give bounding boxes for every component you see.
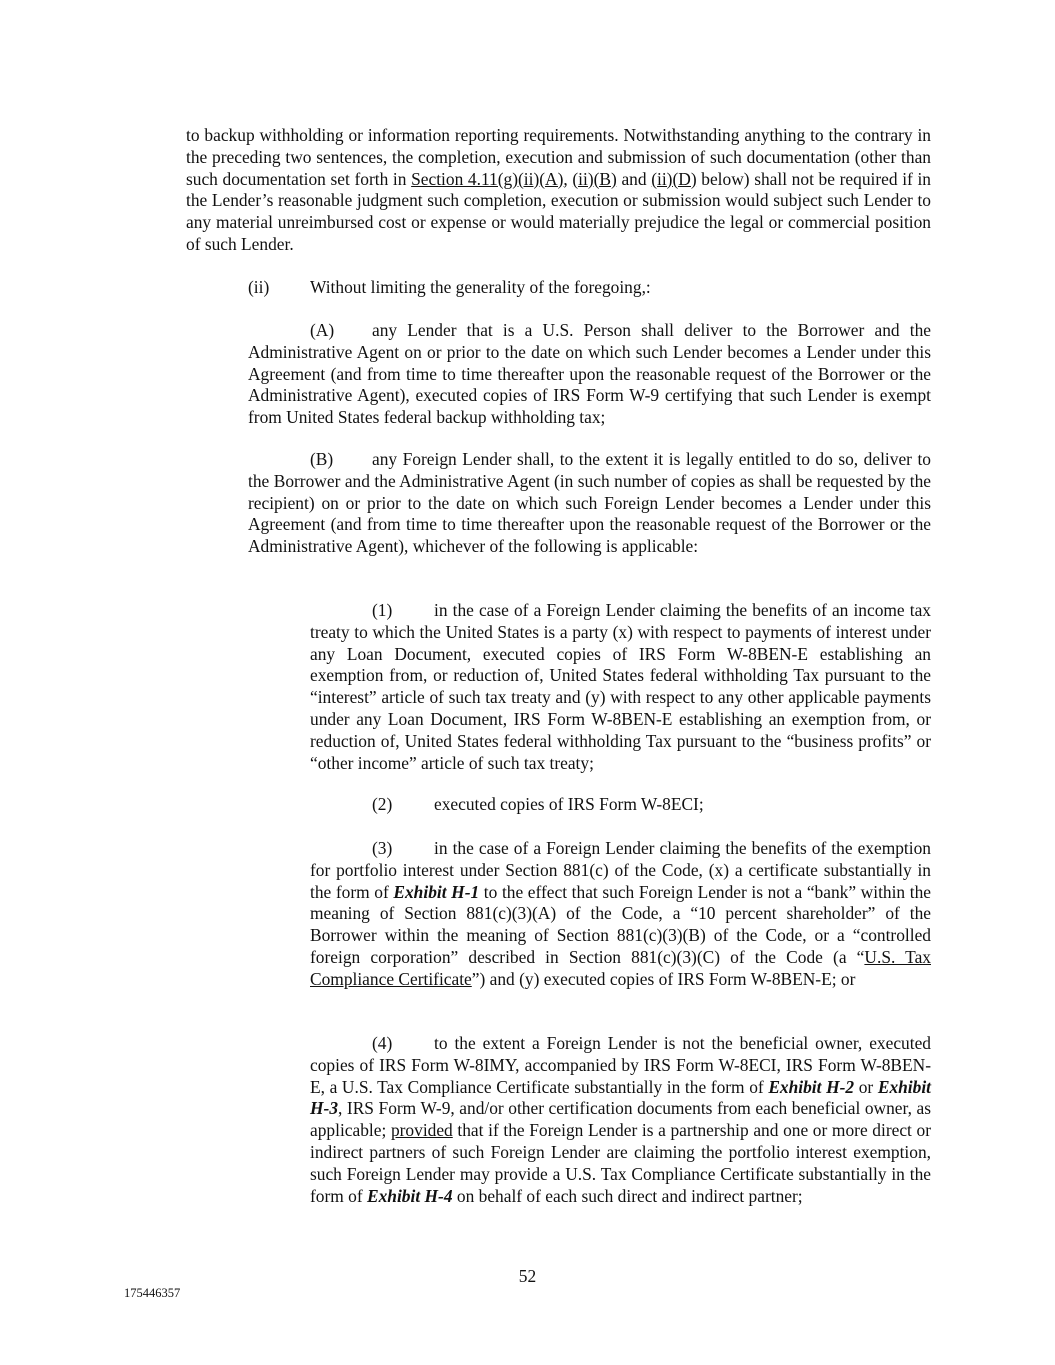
intro-text-1: to backup withholding or information reporting requirements. Notwithstanding anything to the contrary in the preceding two sentences, the completion, execution and submission of such documentation (other than such documentation set forth in	[186, 125, 931, 189]
clause-1-text: in the case of a Foreign Lender claiming the benefits of an income tax treaty to which the United States is a party (x) with respect to payments of interest under any Loan Document, executed copies of IRS Form W-8BEN-E establishing an exemption from, or reduction of, United States federal withholding Tax pursuant to the “interest” article of such tax treaty and (y) with respect to any other applicable payments under any Loan Document, IRS Form W-8BEN-E establishing an exemption from, or reduction of, United States federal withholding Tax pursuant to the “business profits” or “other income” article of such tax treaty;	[310, 600, 931, 773]
clause-ii-label: (ii)	[248, 277, 270, 297]
clause-3-text-1: in the case of a Foreign Lender claiming the benefits of the exemption for portfolio interest under Section 881(c) of the Code, (x) a certificate substantially in the form of	[310, 838, 931, 902]
clause-3	[310, 838, 931, 991]
clause-b	[248, 449, 931, 558]
intro-text-4: below) shall not be required if in the Lender’s reasonable judgment such completion, execution or submission would subject such Lender to any material unreimbursed cost or expense or would materially prejudice the legal or commercial position of such Lender.	[186, 168, 931, 254]
clause-a	[248, 320, 931, 429]
clause-b-text: any Foreign Lender shall, to the extent it is legally entitled to do so, deliver to the Borrower and the Administrative Agent (in such number of copies as shall be requested by the recipient) on or prior to the date on which such Foreign Lender becomes a Lender under this Agreement (and from time to time thereafter upon the reasonable request of the Borrower or the Administrative Agent), whichever of the following is applicable:	[248, 449, 931, 557]
clause-2-text: executed copies of IRS Form W-8ECI;	[434, 794, 704, 814]
clause-1	[310, 600, 931, 774]
exhibit-h1-ref: Exhibit H-1	[393, 881, 480, 902]
clause-ii-text: Without limiting the generality of the foregoing,:	[310, 277, 651, 297]
clause-b-label: (B)	[310, 449, 334, 469]
clause-4-label: (4)	[372, 1033, 393, 1053]
intro-text-3: and	[616, 168, 652, 189]
us-tax-compliance-certificate-term: U.S. Tax Compliance Certificate	[310, 946, 931, 989]
intro-paragraph	[186, 125, 931, 256]
exhibit-h4-ref: Exhibit H-4	[367, 1185, 453, 1206]
clause-4-text-2: or	[854, 1076, 878, 1097]
clause-3-text-2: to the effect that such Foreign Lender is not a “bank” within the meaning of Section 881(c)(3)(A) of the Code, a “10 percent shareholder” of the Borrower within the meaning of Section 881(c)(3)(B) of the Code, or a “controlled foreign corporation” described in Section 881(c)(3)(C) of the Code (a “	[310, 881, 931, 967]
clause-a-label: (A)	[310, 320, 335, 340]
intro-text-2: ,	[563, 168, 573, 189]
page-number: 52	[518, 1266, 537, 1286]
clause-4-text-1: to the extent a Foreign Lender is not the beneficial owner, executed copies of IRS Form W-8IMY, accompanied by IRS Form W-8ECI, IRS Form W-8BEN-E, a U.S. Tax Compliance Certificate substantially in the form of	[310, 1033, 931, 1097]
clause-ii	[248, 277, 931, 299]
clause-2-label: (2)	[372, 794, 393, 814]
section-ref-ii-d: (ii)(D)	[651, 168, 697, 189]
provided-term: provided	[390, 1120, 453, 1141]
clause-4	[310, 1033, 931, 1207]
clause-4-text-4: that if the Foreign Lender is a partnership and one or more direct or indirect partners of such Foreign Lender are claiming the portfolio interest exemption, such Foreign Lender may provide a U.S. Tax Compliance Certificate substantially in the form of	[310, 1120, 932, 1206]
clause-4-text-5: on behalf of each such direct and indirect partner;	[452, 1185, 803, 1206]
document-id: 175446357	[124, 1286, 181, 1300]
clause-2	[310, 794, 931, 816]
exhibit-h3-ref: Exhibit H-3	[310, 1076, 932, 1119]
section-ref-ii-a: Section 4.11(g)(ii)(A)	[411, 168, 564, 189]
clause-1-label: (1)	[372, 600, 393, 620]
clause-3-text-3: ”) and (y) executed copies of IRS Form W-8BEN-E; or	[471, 968, 856, 989]
exhibit-h2-ref: Exhibit H-2	[768, 1076, 855, 1097]
clause-3-label: (3)	[372, 838, 393, 858]
section-ref-ii-b: (ii)(B)	[572, 168, 617, 189]
clause-4-text-3: , IRS Form W-9, and/or other certification documents from each beneficial owner, as applicable;	[310, 1098, 931, 1141]
clause-a-text: any Lender that is a U.S. Person shall deliver to the Borrower and the Administrative Agent on or prior to the date on which such Lender becomes a Lender under this Agreement (and from time to time thereafter upon the reasonable request of the Borrower or the Administrative Agent), executed copies of IRS Form W-9 certifying that such Lender is exempt from United States federal backup withholding tax;	[248, 320, 931, 428]
